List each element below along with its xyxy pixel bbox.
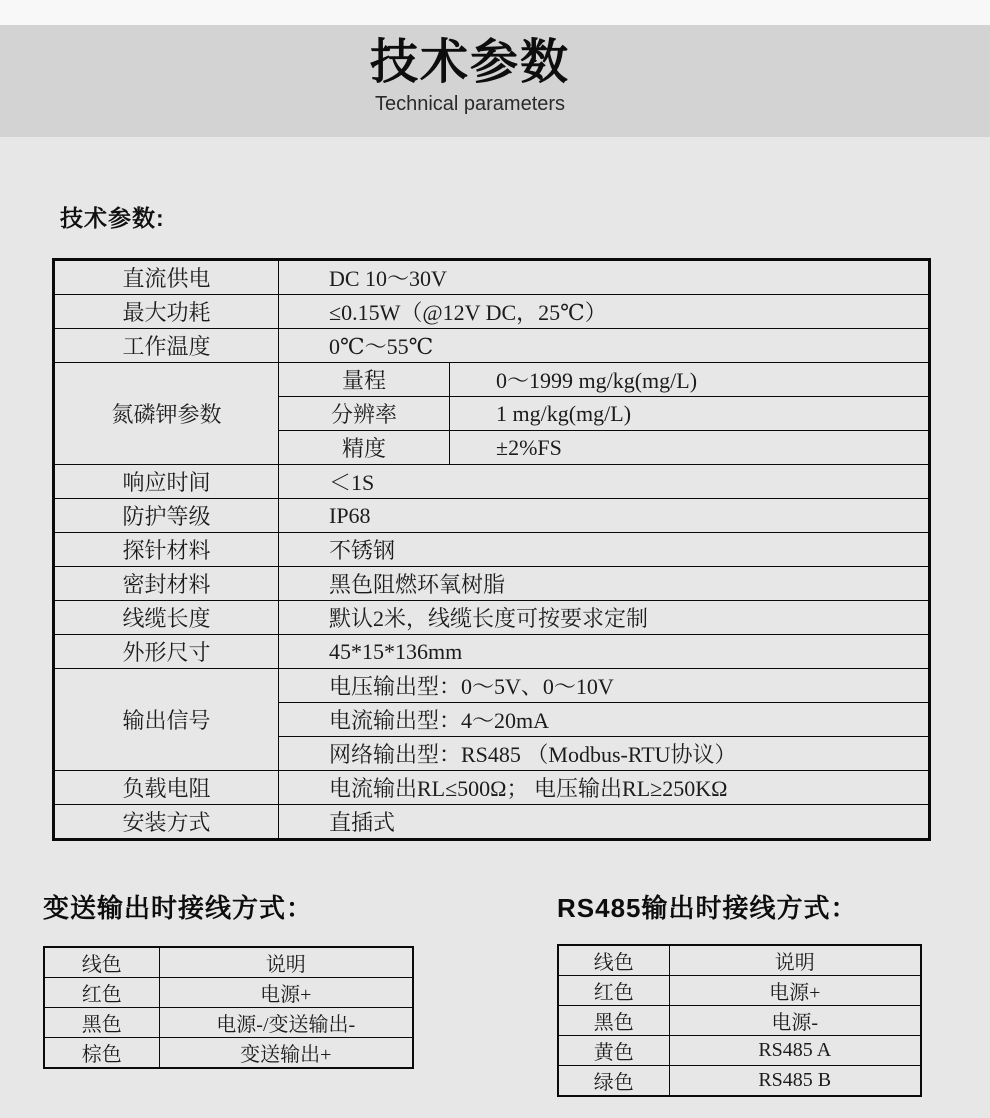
spec-row (54, 363, 930, 397)
spec-label: 响应时间 (54, 465, 279, 499)
wire-desc: 电源+ (159, 978, 413, 1008)
wire-desc: 电源+ (669, 976, 921, 1006)
spec-value: 电流输出RL≤500Ω； 电压输出RL≥250KΩ (279, 771, 930, 805)
spec-label: 密封材料 (54, 567, 279, 601)
spec-row (54, 805, 930, 840)
header-banner-inner (0, 25, 965, 116)
spec-row (54, 465, 930, 499)
spec-value: 直插式 (279, 805, 930, 840)
wiring-row (558, 1036, 921, 1066)
spec-label: 工作温度 (54, 329, 279, 363)
page-title: 技术参数 (369, 36, 570, 89)
wiring-header-row (558, 945, 921, 976)
spec-sub-label: 量程 (279, 363, 450, 397)
wire-desc: 变送输出+ (159, 1038, 413, 1069)
spec-row (54, 601, 930, 635)
wire-color: 红色 (44, 978, 159, 1008)
wire-desc: 电源- (669, 1006, 921, 1036)
wiring-header-cell: 说明 (669, 945, 921, 976)
spec-row (54, 533, 930, 567)
spec-label: 直流供电 (54, 260, 279, 295)
spec-value: ≤0.15W（@12V DC，25℃） (279, 295, 930, 329)
spec-label: 最大功耗 (54, 295, 279, 329)
spec-row (54, 295, 930, 329)
wiring-header-cell: 线色 (44, 947, 159, 978)
spec-row (54, 635, 930, 669)
spec-value: 网络输出型：RS485 （Modbus-RTU协议） (279, 737, 930, 771)
wire-color: 黑色 (44, 1008, 159, 1038)
wiring-rs485-table (557, 944, 922, 1097)
top-strip (0, 0, 990, 25)
spec-value: 不锈钢 (279, 533, 930, 567)
wire-desc: RS485 B (669, 1066, 921, 1097)
page-subtitle: Technical parameters (374, 93, 566, 115)
wire-color: 黑色 (558, 1006, 669, 1036)
spec-row (54, 567, 930, 601)
wire-desc: 电源-/变送输出- (159, 1008, 413, 1038)
wiring-header-cell: 线色 (558, 945, 669, 976)
section-title: 技术参数: (60, 205, 165, 231)
spec-sub-value: ±2%FS (450, 431, 930, 465)
wiring-row (44, 1008, 413, 1038)
spec-value: 黑色阻燃环氧树脂 (279, 567, 930, 601)
spec-sub-value: 1 mg/kg(mg/L) (450, 397, 930, 431)
spec-label: 防护等级 (54, 499, 279, 533)
wiring-transmitter-table (43, 946, 414, 1069)
spec-value: 默认2米，线缆长度可按要求定制 (279, 601, 930, 635)
spec-value: 电流输出型：4～20mA (279, 703, 930, 737)
spec-value: 0℃～55℃ (279, 329, 930, 363)
spec-label: 输出信号 (54, 669, 279, 771)
wiring-row (44, 1038, 413, 1069)
spec-sub-label: 分辨率 (279, 397, 450, 431)
wiring-rs485-title: RS485输出时接线方式： (557, 893, 858, 923)
header-banner (0, 25, 990, 137)
wire-color: 棕色 (44, 1038, 159, 1069)
spec-value: DC 10～30V (279, 260, 930, 295)
spec-value: 45*15*136mm (279, 635, 930, 669)
spec-row (54, 329, 930, 363)
spec-row (54, 669, 930, 703)
spec-label: 安装方式 (54, 805, 279, 840)
wiring-row (558, 1066, 921, 1097)
wiring-header-cell: 说明 (159, 947, 413, 978)
spec-label: 线缆长度 (54, 601, 279, 635)
spec-value: 电压输出型：0～5V、0～10V (279, 669, 930, 703)
spec-table (52, 258, 931, 841)
spec-label: 负载电阻 (54, 771, 279, 805)
spec-sub-label: 精度 (279, 431, 450, 465)
spec-label: 氮磷钾参数 (54, 363, 279, 465)
spec-row (54, 499, 930, 533)
spec-label: 外形尺寸 (54, 635, 279, 669)
wiring-row (44, 978, 413, 1008)
wiring-row (558, 976, 921, 1006)
spec-row (54, 260, 930, 295)
wiring-header-row (44, 947, 413, 978)
wiring-row (558, 1006, 921, 1036)
spec-value: ＜1S (279, 465, 930, 499)
wire-color: 绿色 (558, 1066, 669, 1097)
spec-sub-value: 0～1999 mg/kg(mg/L) (450, 363, 930, 397)
spec-row (54, 771, 930, 805)
wire-color: 黄色 (558, 1036, 669, 1066)
spec-value: IP68 (279, 499, 930, 533)
wiring-transmitter-title: 变送输出时接线方式： (43, 893, 314, 923)
wire-desc: RS485 A (669, 1036, 921, 1066)
spec-label: 探针材料 (54, 533, 279, 567)
wire-color: 红色 (558, 976, 669, 1006)
